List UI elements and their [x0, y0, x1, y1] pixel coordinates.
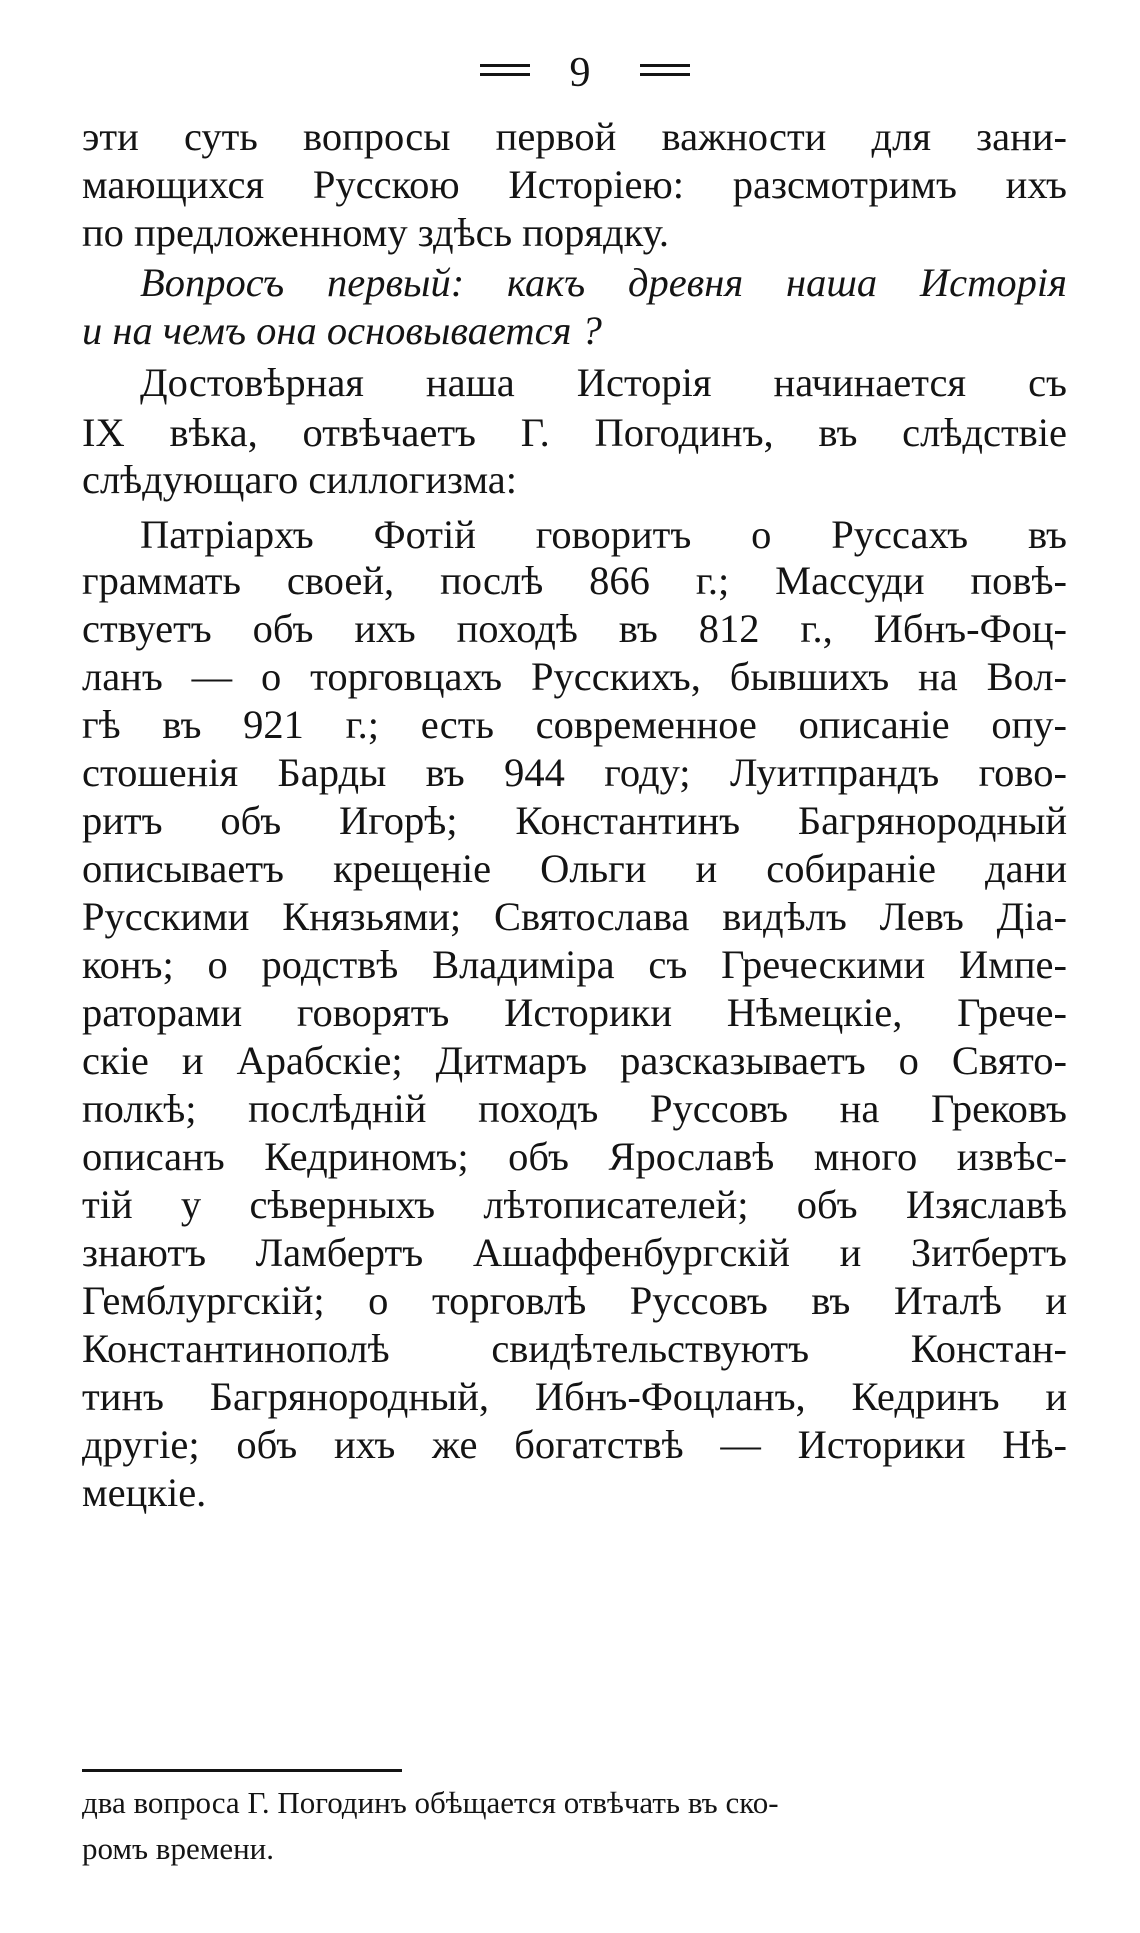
- text-line: по предложенному здѣсь порядку.: [82, 210, 669, 255]
- text-line: Патріархъ Фотій говоритъ о Руссахъ въ: [140, 512, 1067, 557]
- text-line: ритъ объ Игорѣ; Константинъ Багрянородный: [82, 798, 1067, 843]
- text-line: другіе; объ ихъ же богатствѣ — Историки Нѣ-: [82, 1422, 1067, 1467]
- footnote-line: два вопроса Г. Погодинъ обѣщается отвѣчать въ ско-: [82, 1785, 779, 1820]
- text-line: Гемблургскій; о торговлѣ Руссовъ въ Италѣ и: [82, 1278, 1067, 1323]
- text-line: эти суть вопросы первой важности для зани-: [82, 114, 1067, 159]
- text-line: тинъ Багрянородный, Ибнъ-Фоцланъ, Кедринъ и: [82, 1374, 1067, 1419]
- text-line: Константинополѣ свидѣтельствуютъ Констан-: [82, 1326, 1067, 1371]
- text-line: тій у сѣверныхъ лѣтописателей; объ Изяславѣ: [82, 1182, 1067, 1227]
- text-line: описанъ Кедриномъ; объ Ярославѣ много извѣс-: [82, 1134, 1067, 1179]
- question-heading-line: и на чемъ она основывается ?: [82, 308, 602, 353]
- text-line: скіе и Арабскіе; Дитмаръ разсказываетъ о Свято-: [82, 1038, 1067, 1083]
- text-line: стошенія Барды въ 944 году; Луитпрандъ гово-: [82, 750, 1067, 795]
- header-rule-right: [640, 64, 690, 78]
- page-header: [0, 38, 1140, 108]
- question-heading-line: Вопросъ первый: какъ древня наша Исторія: [140, 260, 1067, 305]
- text-line: знаютъ Ламбертъ Ашаффенбургскій и Зитбертъ: [82, 1230, 1067, 1275]
- text-line: описываетъ крещеніе Ольги и собираніе дани: [82, 846, 1067, 891]
- text-line: граммать своей, послѣ 866 г.; Массуди повѣ-: [82, 558, 1067, 603]
- text-line: IX вѣка, отвѣчаетъ Г. Погодинъ, въ слѣдствіе: [82, 410, 1067, 455]
- footnote-divider: [82, 1769, 402, 1772]
- text-line: мающихся Русскою Исторіею: разсмотримъ ихъ: [82, 162, 1067, 207]
- text-line: Достовѣрная наша Исторія начинается съ: [140, 360, 1067, 405]
- text-line: ствуетъ объ ихъ походѣ въ 812 г., Ибнъ-Фоц-: [82, 606, 1067, 651]
- text-line: раторами говорятъ Историки Нѣмецкіе, Грече-: [82, 990, 1067, 1035]
- text-line: мецкіе.: [82, 1470, 207, 1515]
- page-number: 9: [569, 50, 591, 96]
- text-line: конъ; о родствѣ Владиміра съ Греческими Импе-: [82, 942, 1067, 987]
- text-line: Русскими Князьями; Святослава видѣлъ Левъ Діа-: [82, 894, 1067, 939]
- header-rule-left: [480, 64, 530, 78]
- text-line: слѣдующаго силлогизма:: [82, 457, 518, 502]
- text-line: гѣ въ 921 г.; есть современное описаніе опу-: [82, 702, 1067, 747]
- footnote-line: ромъ времени.: [82, 1831, 275, 1866]
- text-line: полкѣ; послѣдній походъ Руссовъ на Грековъ: [82, 1086, 1067, 1131]
- text-line: ланъ — о торговцахъ Русскихъ, бывшихъ на Вол-: [82, 654, 1067, 699]
